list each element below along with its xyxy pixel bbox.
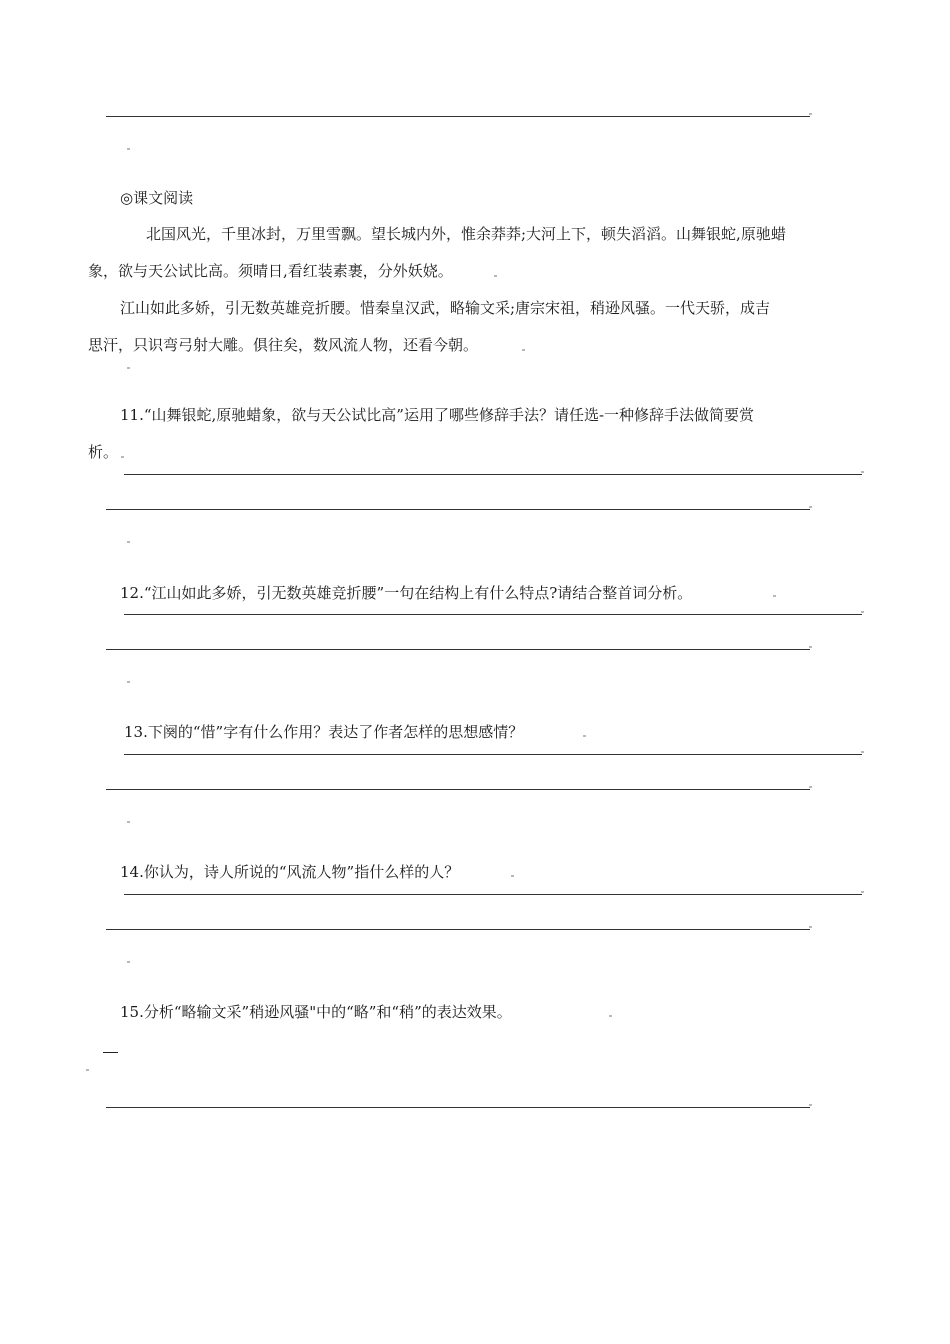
paragraph-mark: [127, 367, 130, 369]
paragraph-mark: [127, 148, 130, 150]
answer-dash: [103, 1052, 118, 1053]
passage-line: 思汗，只识弯弓射大雕。俱往矣，数风流人物，还看今朝。: [88, 336, 479, 354]
paragraph-mark: [809, 786, 812, 788]
answer-line[interactable]: [124, 474, 862, 475]
question-13: 13.下阕的“惜”字有什么作用？表达了作者怎样的思想感情？: [124, 723, 524, 741]
paragraph-mark: [511, 875, 514, 877]
paragraph-mark: [127, 961, 130, 963]
answer-line[interactable]: [106, 929, 810, 930]
paragraph-mark: [494, 275, 497, 277]
question-11: 11.“山舞银蛇,原驰蜡象，欲与天公试比高”运用了哪些修辞手法？请任选-一种修辞手法做简要赏: [120, 406, 755, 424]
paragraph-mark: [809, 1104, 812, 1106]
answer-line[interactable]: [124, 614, 862, 615]
answer-line[interactable]: [106, 1107, 810, 1108]
paragraph-mark: [809, 113, 812, 115]
paragraph-mark: [609, 1015, 612, 1017]
paragraph-mark: [861, 891, 864, 893]
paragraph-mark: [127, 821, 130, 823]
question-11-continued: 析。: [88, 443, 119, 461]
answer-line: [106, 116, 810, 117]
question-14: 14.你认为，诗人所说的“风流人物”指什么样的人？: [120, 863, 460, 881]
question-12: 12.“江山如此多娇，引无数英雄竞折腰”一句在结构上有什么特点?请结合整首词分析。: [120, 584, 693, 602]
paragraph-mark: [522, 349, 525, 351]
answer-line[interactable]: [124, 754, 862, 755]
paragraph-mark: [809, 646, 812, 648]
answer-line[interactable]: [106, 789, 810, 790]
answer-line[interactable]: [106, 649, 810, 650]
paragraph-mark: [121, 456, 124, 458]
paragraph-mark: [127, 681, 130, 683]
paragraph-mark: [861, 471, 864, 473]
paragraph-mark: [583, 735, 586, 737]
paragraph-mark: [127, 541, 130, 543]
paragraph-mark: [809, 506, 812, 508]
answer-line[interactable]: [124, 894, 862, 895]
paragraph-mark: [809, 926, 812, 928]
paragraph-mark: [861, 611, 864, 613]
passage-line: 江山如此多娇，引无数英雄竞折腰。惜秦皇汉武，略输文采;唐宗宋祖，稍逊风骚。一代天骄，成吉: [120, 299, 771, 317]
passage-line: 北国风光，千里冰封，万里雪飘。望长城内外，惟余莽莽;大河上下，顿失滔滔。山舞银蛇,原驰蜡: [146, 225, 786, 243]
passage-line: 象，欲与天公试比高。须晴日,看红装素裹，分外妖娆。: [88, 262, 453, 280]
paragraph-mark: [861, 751, 864, 753]
answer-line[interactable]: [106, 509, 810, 510]
paragraph-mark: [773, 595, 776, 597]
section-title: ◎课文阅读: [120, 189, 194, 207]
paragraph-mark: [86, 1069, 89, 1071]
question-15: 15.分析“略输文采”稍逊风骚"中的“略”和“稍”的表达效果。: [120, 1003, 512, 1021]
